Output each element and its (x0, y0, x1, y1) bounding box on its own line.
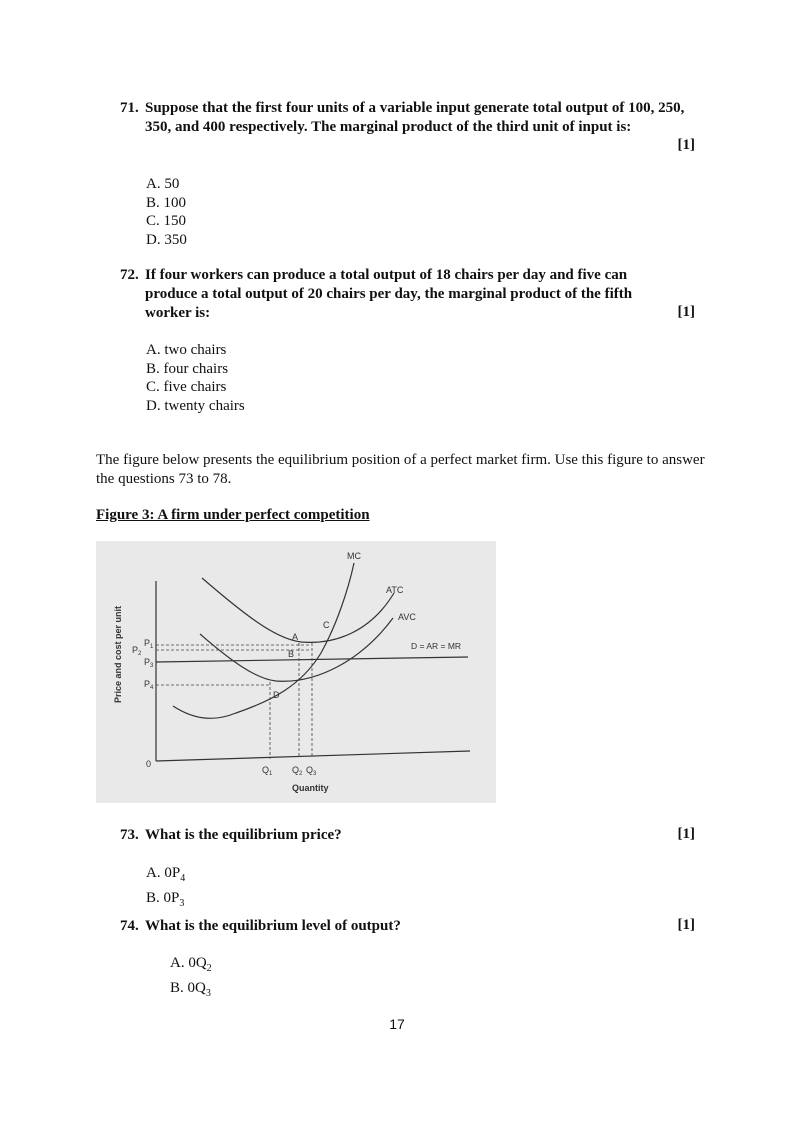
mc-curve (173, 563, 354, 718)
question-71-options (146, 175, 187, 249)
question-72-mark: [1] (677, 304, 695, 320)
p2-label: $P_2$ (132, 645, 142, 657)
x-axis (156, 751, 470, 761)
question-74-options (170, 954, 212, 1003)
option-b: B. four chairs (146, 360, 229, 377)
option-d: D. 350 (146, 231, 187, 248)
question-number: 72. (120, 267, 139, 283)
question-71-mark: [1] (677, 137, 695, 153)
question-71 (120, 99, 695, 137)
option-b: B. 100 (146, 194, 187, 211)
q2-label: $Q_2$ (292, 765, 303, 777)
point-b-label: B (288, 649, 295, 659)
mc-label: MC (347, 551, 361, 561)
option-c: C. five chairs (146, 379, 227, 395)
option-a: A. $0P_4$ (146, 865, 186, 884)
p4-label: $P_4$ (144, 679, 154, 691)
question-number: 71. (120, 100, 139, 116)
point-d-label: D (273, 690, 280, 700)
q3-label: $Q_3$ (306, 765, 317, 777)
origin-label: 0 (146, 759, 152, 769)
p1-label: $P_1$ (144, 638, 154, 650)
question-text: If four workers can produce a total output of 18 chairs per day and five can produce a total output of 20 chairs per day, the marginal product of the fifth worker is: (145, 267, 633, 321)
question-72-options (146, 341, 245, 415)
question-73-mark: [1] (677, 826, 695, 842)
question-number: 73. (120, 827, 139, 843)
demand-label: D = AR = MR (411, 641, 462, 651)
avc-label: AVC (398, 612, 416, 622)
question-74 (120, 917, 695, 936)
question-text: What is the equilibrium price? (145, 827, 342, 843)
point-c-label: C (323, 620, 330, 630)
option-b: B. $0P_3$ (146, 889, 185, 909)
cost-curves-diagram (96, 541, 496, 803)
figure-title: Figure 3: A firm under perfect competition (96, 507, 370, 523)
option-a: A. $0Q_2$ (170, 955, 212, 974)
figure-intro: The figure below presents the equilibrium position of a perfect market firm. Use this figure to answer the questions 73 to 78. (96, 452, 705, 487)
question-72 (120, 266, 695, 323)
figure-3-diagram (96, 541, 496, 803)
atc-label: ATC (386, 585, 404, 595)
point-a-label: A (292, 632, 299, 642)
question-text: Suppose that the first four units of a variable input generate total output of 100, 250, 350, and 400 respectively. The marginal product of the third unit of input is: (145, 100, 685, 135)
question-74-mark: [1] (677, 917, 695, 933)
question-73 (120, 826, 695, 845)
option-a: A. 50 (146, 176, 180, 192)
question-text: What is the equilibrium level of output? (145, 918, 401, 934)
y-axis-label: Price and cost per unit (113, 605, 123, 703)
q1-label: $Q_1$ (262, 765, 273, 777)
option-a: A. two chairs (146, 342, 227, 358)
option-b: B. $0Q_3$ (170, 979, 211, 999)
p3-label: $P_3$ (144, 657, 154, 669)
question-number: 74. (120, 918, 139, 934)
page-number: 17 (389, 1016, 405, 1032)
option-d: D. twenty chairs (146, 397, 245, 414)
x-axis-label: Quantity (292, 783, 329, 793)
question-73-options (146, 864, 185, 913)
option-c: C. 150 (146, 213, 187, 229)
